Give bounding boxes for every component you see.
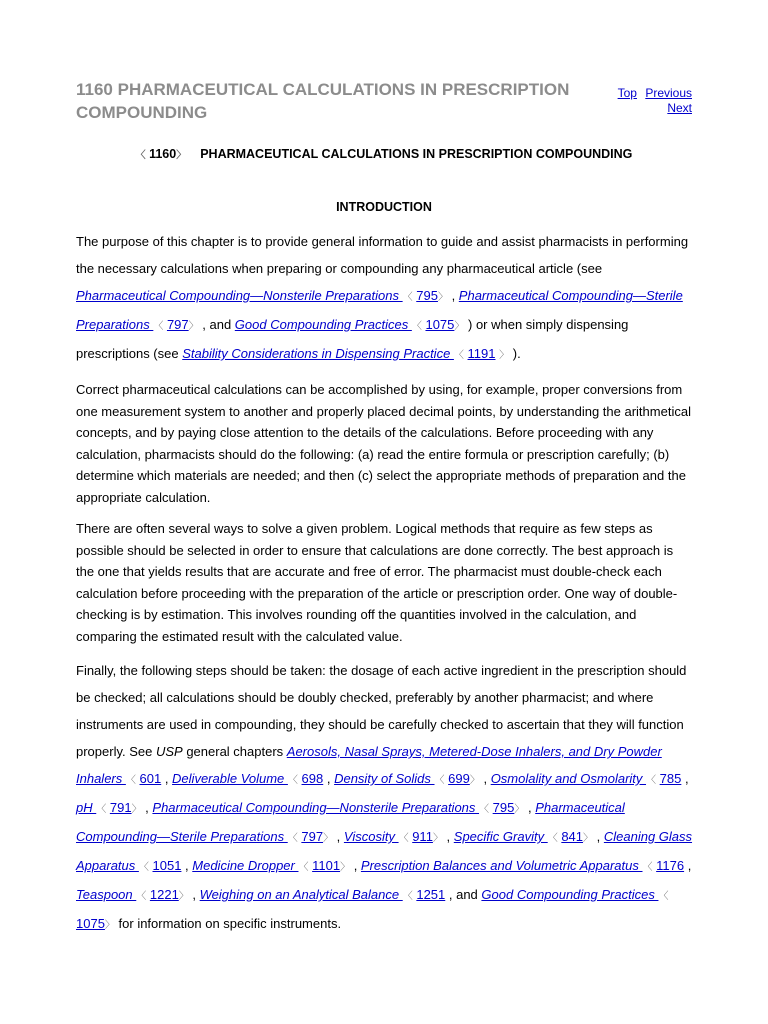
chapter-link-785[interactable]: 785 [659,771,682,786]
bracket-close-glyph: 〉 [514,804,525,815]
inline-text: , and [445,887,482,902]
chapter-link-791[interactable]: 791 [109,800,132,815]
paragraph-finally [76,657,694,939]
bracket-close-glyph: 〉 [323,833,334,844]
inline-text: , [141,800,153,815]
inline-text: , [442,829,454,844]
link-density-of-solids[interactable]: Density of Solids [334,771,435,786]
bracket-open-glyph: 〈 [153,321,164,332]
inline-text: , and [198,317,235,332]
chapter-number-value: 1160 [149,147,177,161]
inline-text: , [684,858,692,873]
link-sterile-preparations-2[interactable]: Pharmaceutical Compounding—Sterile Preparations [76,800,625,844]
inline-text: , [681,771,689,786]
inline-text: , [188,887,200,902]
link-teaspoon[interactable]: Teaspoon [76,887,137,902]
link-specific-gravity[interactable]: Specific Gravity [453,829,548,844]
link-medicine-dropper[interactable]: Medicine Dropper [192,858,299,873]
paragraph-correct-calculations: Correct pharmaceutical calculations can be accomplished by using, for example, proper conversions from one measurement system to another and properly placed decimal points, by understanding the arithmetical concepts, and by paying close attention to the details of the calculations. Before proceeding with any calculation, pharmacists should do the following: (a) read the entire formula or prescription carefully; (b) determine which materials are needed; and then (c) select the appropriate methods of preparation and the appropriate calculation. [76,382,691,505]
bracket-close-glyph: 〉 [188,321,199,332]
link-viscosity[interactable]: Viscosity [343,829,399,844]
chapter-link-698[interactable]: 698 [301,771,324,786]
chapter-link-795[interactable]: 795 [416,288,438,303]
bracket-close-glyph: 〉 [469,775,480,786]
bracket-open-glyph: 〈 [402,891,413,902]
bracket-open-glyph: 〈 [398,833,409,844]
inline-text: general chapters [182,744,287,759]
link-weighing-analytical-balance[interactable]: Weighing on an Analytical Balance [199,887,403,902]
inline-text: ). [509,346,521,361]
paragraph-purpose: The purpose of this chapter is to provide general information to guide and assist pharmacists in performing the necessary calculations when preparing or compounding any pharmaceutical article (see Pharmaceutical Compounding—Nonsterile Preparations 〈 795〉 , Pharmaceutical Compounding—Sterile Preparations 〈 797〉 , and Good Compounding Practices 〈 1075〉 ) or when simply dispensing prescriptions (see Stability Considerations in Dispensing Practice 〈 1191 〉 ). [76,234,689,361]
section-heading: INTRODUCTION [336,200,432,214]
bracket-open-glyph: 〈 [642,862,653,873]
link-sterile-preparations[interactable]: Pharmaceutical Compounding—Sterile Preparations [76,288,683,332]
bracket-open-glyph: 〈 [136,891,147,902]
inline-text: for information on specific instruments. [114,916,342,931]
chapter-number [136,147,187,161]
chapter-link-1221[interactable]: 1221 [149,887,179,902]
top-navigation [613,86,692,116]
bracket-open-glyph: 〈 [138,862,149,873]
chapter-link-1075-2[interactable]: 1075 [76,916,105,931]
bracket-open-glyph: 〈 [287,775,298,786]
inline-text: , [350,858,361,873]
chapter-link-795-2[interactable]: 795 [492,800,515,815]
bracket-close-glyph: 〉 [104,920,115,931]
chapter-link-1051[interactable]: 1051 [152,858,182,873]
bracket-open-glyph: 〈 [287,833,298,844]
inline-text: , [333,829,344,844]
bracket-close-glyph: 〉 [454,321,465,332]
link-stability-considerations[interactable]: Stability Considerations in Dispensing Practice [182,346,454,361]
paragraph-text: Finally, the following steps should be taken: the dosage of each active ingredient in the prescription should be checked; all calculations should be doubly checked, preferably by another pharmacist; and where instruments are used in compounding, they should be carefully checked to ascertain that they will function properly. See [76,663,687,759]
link-deliverable-volume[interactable]: Deliverable Volume [172,771,288,786]
bracket-open-glyph: 〈 [646,775,657,786]
link-nonsterile-preparations-2[interactable]: Pharmaceutical Compounding—Nonsterile Preparations [152,800,480,815]
bracket-open-glyph: 〈 [479,804,490,815]
chapter-link-841[interactable]: 841 [561,829,584,844]
chapter-link-1075[interactable]: 1075 [425,317,455,332]
bracket-close-glyph: 〉 [437,292,448,303]
document-body [76,228,694,949]
top-link[interactable]: Top [617,86,637,100]
link-cleaning-glass-apparatus[interactable]: Cleaning Glass Apparatus [76,829,693,873]
bracket-open-glyph: 〈 [135,150,146,161]
link-prescription-balances[interactable]: Prescription Balances and Volumetric Apparatus [360,858,643,873]
inline-text: , [479,771,491,786]
link-good-compounding-practices-2[interactable]: Good Compounding Practices [481,887,659,902]
bracket-open-glyph: 〈 [547,833,558,844]
bracket-open-glyph: 〈 [434,775,445,786]
chapter-heading [76,146,692,161]
chapter-link-1101[interactable]: 1101 [312,858,341,873]
page-title: 1160 PHARMACEUTICAL CALCULATIONS IN PRESCRIPTION COMPOUNDING [76,80,570,122]
bracket-open-glyph: 〈 [402,292,413,303]
bracket-close-glyph: 〉 [176,150,187,161]
chapter-link-699[interactable]: 699 [448,771,470,786]
chapter-title: PHARMACEUTICAL CALCULATIONS IN PRESCRIPTION COMPOUNDING [200,147,633,161]
inline-text: , [593,829,604,844]
bracket-close-glyph: 〉 [340,862,351,873]
bracket-open-glyph: 〈 [125,775,136,786]
previous-link[interactable]: Previous [645,86,692,100]
chapter-link-911[interactable]: 911 [412,829,433,844]
link-osmolality[interactable]: Osmolality and Osmolarity [490,771,647,786]
bracket-open-glyph: 〈 [411,321,422,332]
chapter-link-797-2[interactable]: 797 [301,829,324,844]
inline-text: , [181,858,193,873]
inline-text: , [161,771,173,786]
bracket-open-glyph: 〈 [298,862,309,873]
paragraph-text: The purpose of this chapter is to provide general information to guide and assist pharmacists in performing the necessary calculations when preparing or compounding any pharmaceutical article (see [76,234,689,276]
link-aerosols[interactable]: Aerosols, Nasal Sprays, Metered-Dose Inhalers, and Dry Powder Inhalers [76,744,662,786]
link-nonsterile-preparations[interactable]: Pharmaceutical Compounding—Nonsterile Preparations [76,288,403,303]
inline-text: , [524,800,536,815]
bracket-close-glyph: 〉 [499,350,510,361]
bracket-open-glyph: 〈 [658,891,669,902]
inline-text: ) or when simply dispensing prescriptions (see [76,317,629,361]
next-link[interactable]: Next [667,101,692,115]
chapter-link-1251[interactable]: 1251 [416,887,446,902]
usp-label: USP [155,744,183,759]
bracket-close-glyph: 〉 [131,804,142,815]
chapter-link-1176[interactable]: 1176 [656,858,685,873]
bracket-open-glyph: 〈 [96,804,107,815]
bracket-close-glyph: 〉 [583,833,594,844]
chapter-link-601[interactable]: 601 [139,771,162,786]
chapter-link-1191[interactable]: 1191 [467,346,496,361]
bracket-open-glyph: 〈 [453,350,464,361]
inline-text: , [323,771,335,786]
link-ph[interactable]: pH [76,800,97,815]
bracket-close-glyph: 〉 [432,833,443,844]
paragraph-several-ways: There are often several ways to solve a given problem. Logical methods that require as few steps as possible should be selected in order to ensure that calculations are done correctly. The best approach is the one that yields results that are accurate and free of error. The pharmacist must double-check each calculation before proceeding with the preparation of the article or prescription order. One way of double-checking is by estimation. This involves rounding off the quantities involved in the calculation, and comparing the estimated result with the calculated value. [76,521,678,644]
link-good-compounding-practices[interactable]: Good Compounding Practices [234,317,412,332]
bracket-close-glyph: 〉 [178,891,189,902]
chapter-link-797[interactable]: 797 [166,317,189,332]
